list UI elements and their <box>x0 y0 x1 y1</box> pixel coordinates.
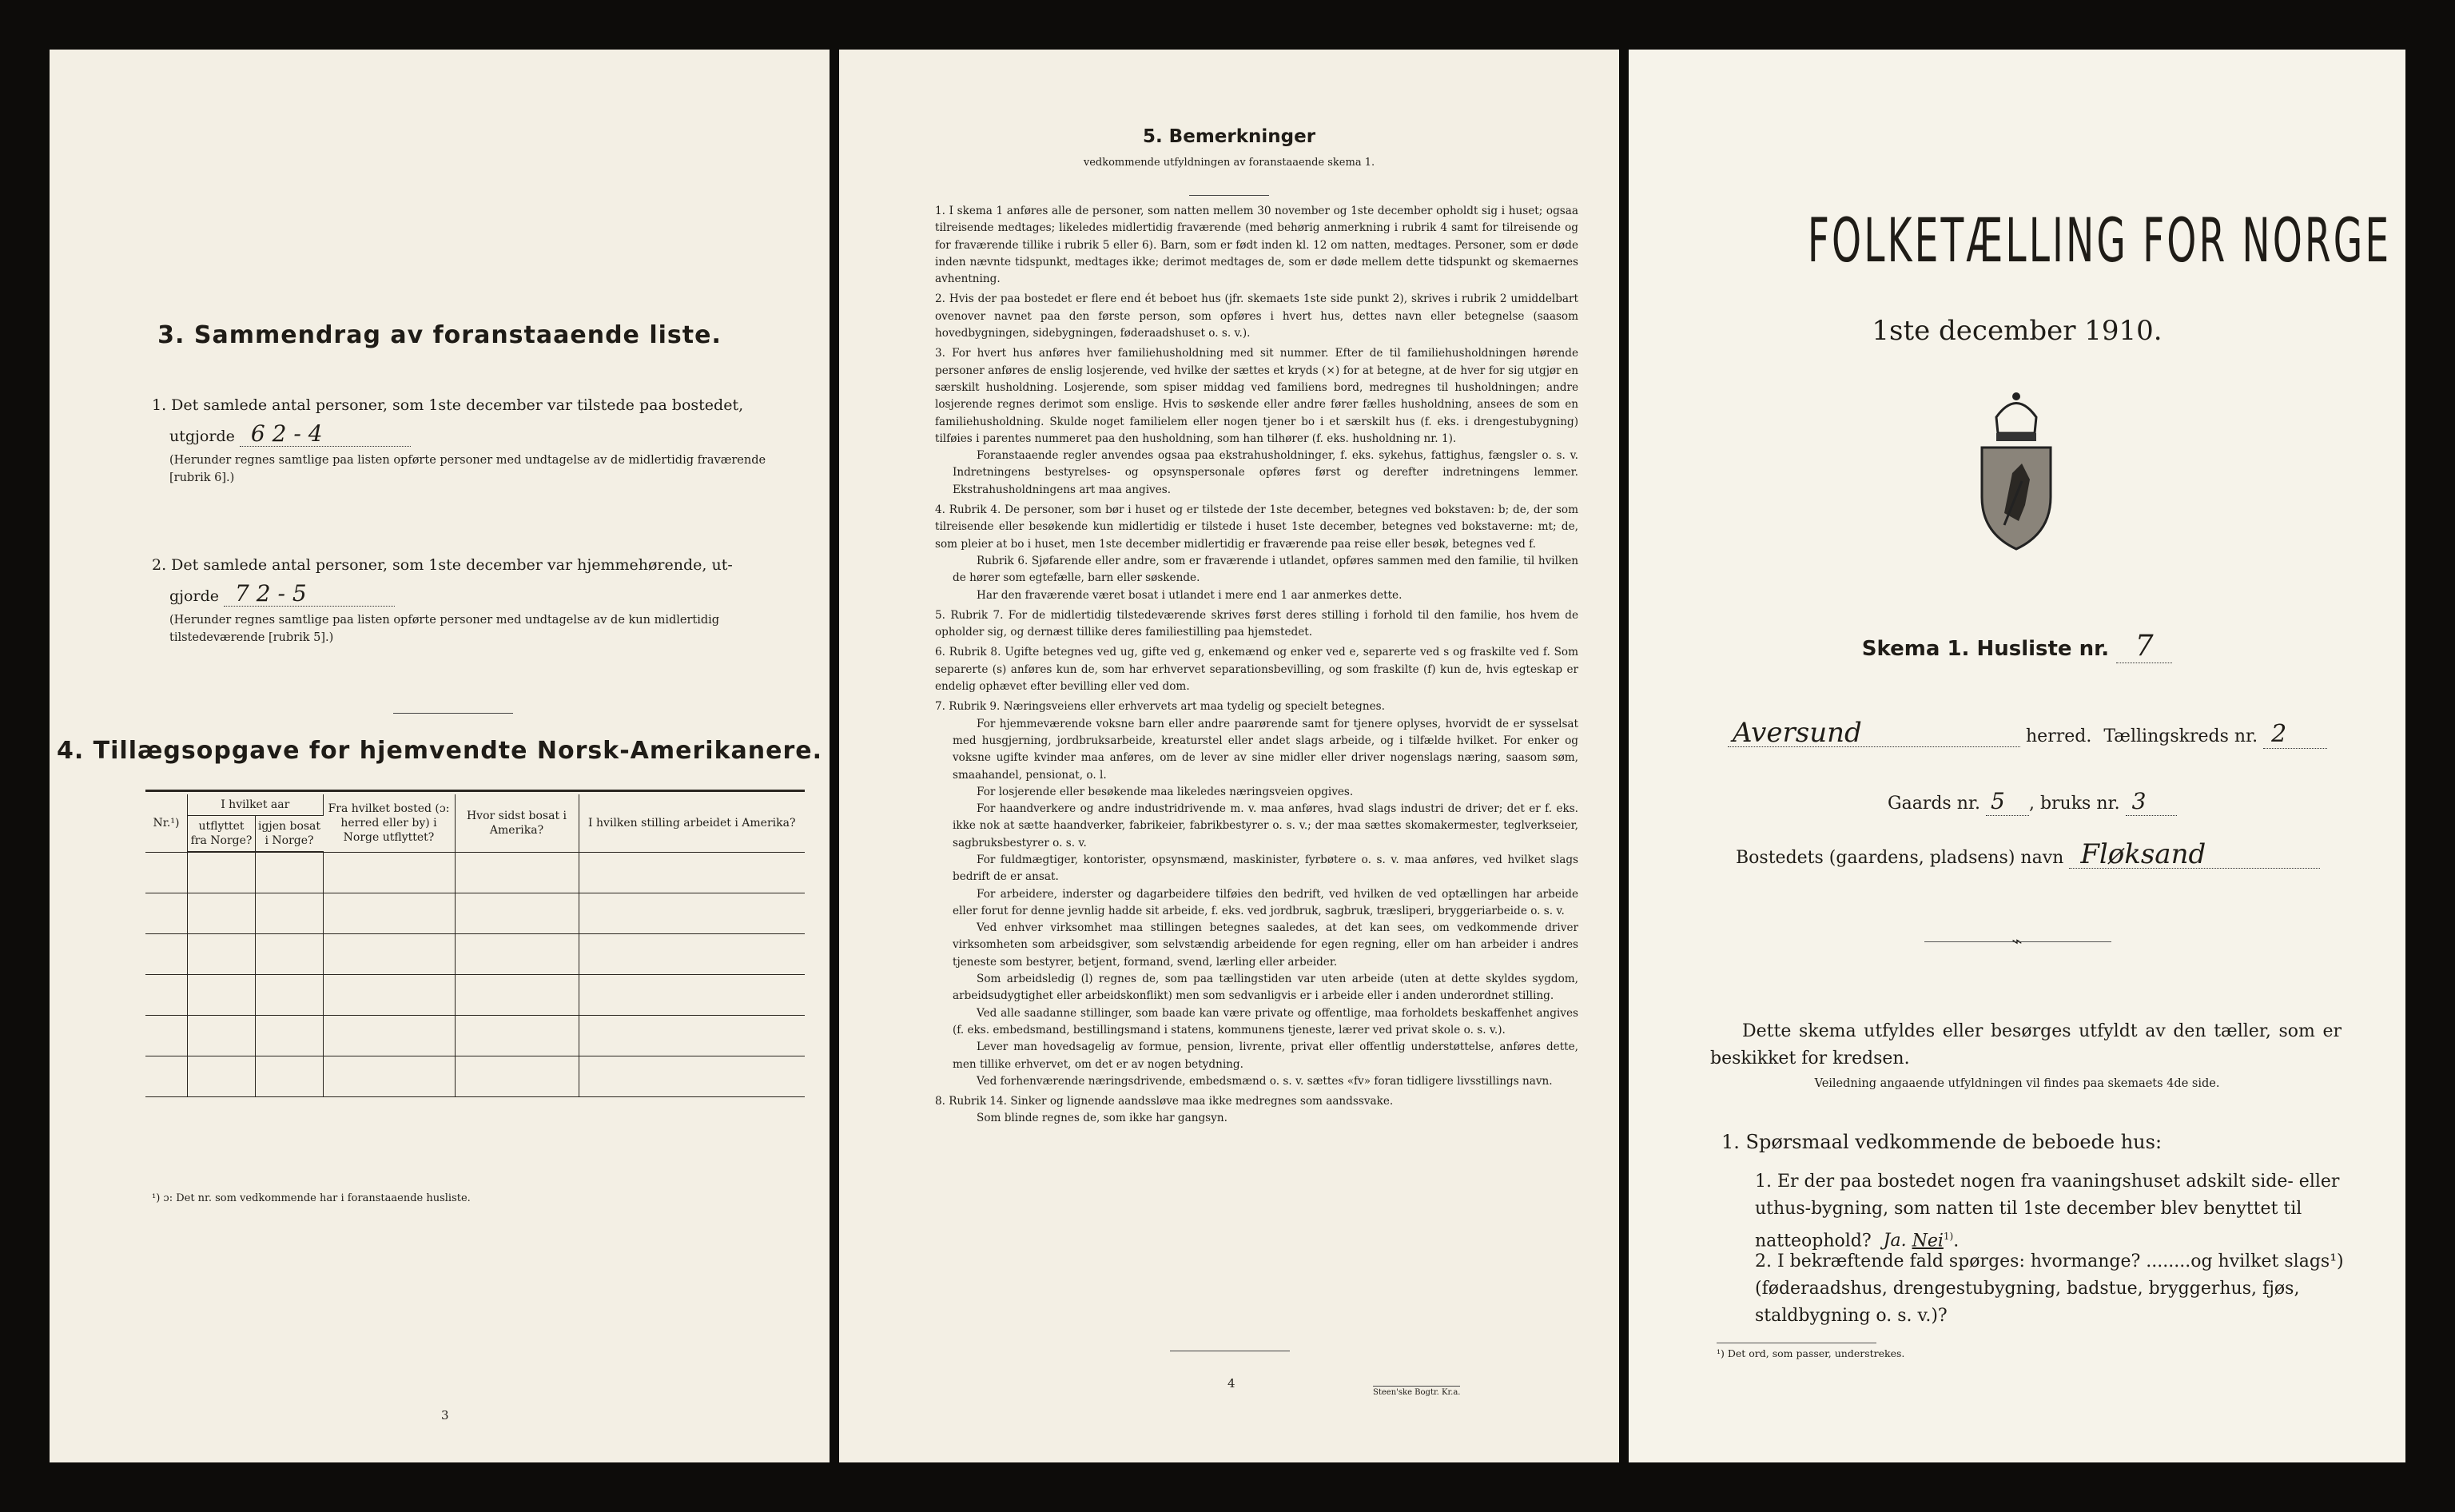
remark-paragraph: Som blinde regnes de, som ikke har gangsyn. <box>977 1112 1228 1125</box>
remark-paragraph: 8. Rubrik 14. Sinker og lignende aandssløve maa ikke medregnes som aandssvake. <box>935 1095 1394 1108</box>
census-date: 1ste december 1910. <box>1872 315 2163 347</box>
herred-line <box>1728 719 2367 750</box>
remarks-title: 5. Bemerkninger <box>1142 126 1316 147</box>
divider <box>393 713 513 714</box>
bruk-value: 3 <box>2126 788 2177 816</box>
bruk-label: bruks nr. <box>2039 794 2120 814</box>
summary-item-1-note: (Herunder regnes samtlige paa listen opførte personer med undtagelse av de midlertidig fraværende [rubrik 6].) <box>169 454 766 484</box>
remark-paragraph: Ved forhenværende næringsdrivende, embedsmænd o. s. v. sættes «fv» foran tidligere livsstillings navn. <box>977 1074 1553 1088</box>
col-nr: Nr.¹) <box>145 794 188 852</box>
answer-ja: Ja. <box>1883 1231 1907 1251</box>
remark-paragraph: 7. Rubrik 9. Næringsveiens eller erhvervets art maa tydelig og specielt betegnes. <box>935 700 1385 714</box>
col-bosat: igjen bosat i Norge? <box>256 816 324 853</box>
bosted-line <box>1736 838 2375 872</box>
summary-item-1-value: 6 2 - 4 <box>240 422 411 447</box>
remark-paragraph: 1. I skema 1 anføres alle de personer, som natten mellem 30 november og 1ste december opholdt sig i huset; ogsaa tilreisende medtages; likeledes midlertidig fraværende (med behørig anmerkning i rubrik 4 samt for tilreisende og for fraværende tillike i rubrik 5 eller 6). Barn, som er født inden kl. 12 om natten, medtages. Personer, som er døde inden nævnte tidspunkt, medtages ikke; derimot medtages de, som er døde mellem dette tidspunkt og skemaernes avhentning. <box>935 205 1578 286</box>
remark-paragraph: For arbeidere, inderster og dagarbeidere tilføies den bedrift, ved hvilken de ved optællingen har arbeide eller forut for denne jevnlig hadde sit arbeide, f. eks. ved jordbruk, sagbruk, træsliperi, bryggeriarbeide o. s. v. <box>953 887 1578 917</box>
table-row <box>145 893 805 934</box>
summary-item-1-text: 1. Det samlede antal personer, som 1ste december var tilstede paa bostedet, <box>152 396 744 414</box>
bosted-value: Fløksand <box>2069 841 2320 869</box>
question-heading: 1. Spørsmaal vedkommende de beboede hus: <box>1721 1131 2163 1153</box>
remark-paragraph: 5. Rubrik 7. For de midlertidig tilstedeværende skrives først deres stilling i forhold til den familie, hos hvem de opholder sig, og dernæst tillike deres familiestilling paa hjemstedet. <box>935 608 1578 639</box>
printer-mark: Steen'ske Bogtr. Kr.a. <box>1373 1386 1460 1397</box>
table-footnote: ¹) ɔ: Det nr. som vedkommende har i foranstaaende husliste. <box>152 1192 471 1204</box>
guidance-text: Veiledning angaaende utfyldningen vil findes paa skemaets 4de side. <box>1814 1077 2220 1090</box>
remark-paragraph: 3. For hvert hus anføres hver familiehusholdning med sit nummer. Efter de til familiehusholdningen hørende personer anføres de enslig losjerende, ved hvilke der sættes et kryds (×) for at betegne, at de hver for sig utgjør en særskilt husholdning. Losjerende, som spiser middag ved familiens bord, medregnes til husholdningen; andre losjerende regnes derimot som enslige. Hvis to søskende eller andre fører fælles husholdning, ansees de som en familiehusholdning. Skulde noget familielem eller nogen tjener bo i et særskilt hus (f. eks. i drengestubygning) tilføies i parentes nummeret paa den husholdning, som han tilhører (f. eks. husholdning nr. 1). <box>935 347 1578 445</box>
section-4-heading: 4. Tillægsopgave for hjemvendte Norsk-Amerikanere. <box>56 737 823 765</box>
remark-paragraph: For fuldmægtiger, kontorister, opsynsmænd, maskinister, fyrbøtere o. s. v. maa anføres, ved hvilket slags bedrift de er ansat. <box>953 853 1578 884</box>
page-4 <box>839 50 1619 1462</box>
kreds-value: 2 <box>2263 721 2327 749</box>
gaard-line: Gaards nr. 5 , bruks nr. 3 <box>1888 788 2367 818</box>
remark-paragraph: For hjemmeværende voksne barn eller andre paarørende samt for tjenere oplyses, hvorvidt de er sysselsat med husgjerning, jordbruksarbeide, kreaturstel eller andet slags arbeide, og i tilfælde hvilket. For enker og voksne ugifte kvinder maa anføres, om de lever av sine midler eller driver nogenslags næring, saasom søm, smaahandel, pensionat, o. l. <box>953 717 1578 782</box>
remark-paragraph: Foranstaaende regler anvendes ogsaa paa ekstrahusholdninger, f. eks. sykehus, fattighus, fængsler o. s. v. Indretningens bestyrelses- og opsynspersonale opføres først og derefter indretningens lemmer. Ekstrahusholdningens art maa angives. <box>953 449 1578 496</box>
remark-paragraph: 2. Hvis der paa bostedet er flere end ét beboet hus (jfr. skemaets 1ste side punkt 2), skrives i rubrik 2 umiddelbart ovenover navnet paa den første person, som opføres i hvert hus, dettes navn eller betegnelse (saasom hovedbygningen, sidebygningen, føderaadshuset o. s. v.). <box>935 292 1578 340</box>
remark-paragraph: Lever man hovedsagelig av formue, pension, livrente, privat eller offentlig understøttelse, anføres dette, men tillike erhvervet, om det er av nogen betydning. <box>953 1040 1578 1071</box>
col-fra: Fra hvilket bosted (ɔ: herred eller by) i Norge utflyttet? <box>323 794 455 852</box>
question-1: 1. Er der paa bostedet nogen fra vaaningshuset adskilt side- eller uthus-bygning, som natten til 1ste december blev benyttet til natteophold? Ja. Nei$^{1)}$. <box>1755 1172 2340 1251</box>
remarks-subtitle: vedkommende utfyldningen av foranstaaende skema 1. <box>1083 157 1375 169</box>
section-3-heading: 3. Sammendrag av foranstaaende liste. <box>157 321 722 349</box>
kreds-label: Tællingskreds nr. <box>2103 726 2258 746</box>
form-title: FOLKETÆLLING FOR NORGE <box>1807 205 2392 276</box>
divider <box>1924 941 2111 942</box>
remark-paragraph: Ved alle saadanne stillinger, som baade kan være private og offentlige, maa forholdets beskaffenhet angives (f. eks. embedsmand, bestillingsmand i statens, kommunens tjeneste, lærer ved privat skole o. s. v.). <box>953 1006 1578 1037</box>
remark-paragraph: Har den fraværende været bosat i utlandet i mere end 1 aar anmerkes dette. <box>977 588 1403 602</box>
summary-item-2-note: (Herunder regnes samtlige paa listen opførte personer med undtagelse av de kun midlertidig tilstedeværende [rubrik 5].) <box>169 614 720 644</box>
remark-paragraph: Som arbeidsledig (l) regnes de, som paa tællingstiden var uten arbeide (uten at dette skyldes sygdom, arbeidsudygtighet eller arbeidskonflikt) men som sedvanligvis er i arbeide eller i anden underordnet stilling. <box>953 973 1578 1003</box>
summary-item-2-value: 7 2 - 5 <box>224 582 395 607</box>
remark-paragraph: Rubrik 6. Sjøfarende eller andre, som er fraværende i utlandet, opføres sammen med den familie, til hvilken de hører som egtefælle, barn eller søskende. <box>953 554 1578 585</box>
summary-item-2-text: 2. Det samlede antal personer, som 1ste december var hjemmehørende, ut- <box>152 556 733 574</box>
page-1-footnote: ¹) Det ord, som passer, understrekes. <box>1717 1347 1905 1359</box>
col-group-year: I hvilket aar <box>188 794 324 816</box>
summary-item-1-label: utgjorde <box>169 428 235 445</box>
page-3 <box>50 50 830 1462</box>
remark-paragraph: 6. Rubrik 8. Ugifte betegnes ved ug, gifte ved g, enkemænd og enker ved e, separerte ved s og fraskilte ved f. Som separerte (s) anføres kun de, som har erhvervet separationsbevilling, og som fraskilte (f) kun de, hvis egteskap er endelig ophævet efter bevilling eller ved dom. <box>935 646 1578 694</box>
gaard-label: Gaards nr. <box>1888 794 1980 814</box>
col-sidst: Hvor sidst bosat i Amerika? <box>455 794 579 852</box>
question-2: 2. I bekræftende fald spørges: hvormange? ........og hvilket slags¹) (føderaadshus, drengestubygning, badstue, bryggerhus, fjøs, staldbygning o. s. v.)? <box>1755 1251 2344 1326</box>
table-row <box>145 852 805 893</box>
remarks-body <box>935 203 1578 1128</box>
herred-value: Aversund <box>1728 719 2020 747</box>
instruction-text: Dette skema utfyldes eller besørges utfyldt av den tæller, som er beskikket for kredsen. <box>1710 1021 2342 1068</box>
table-row <box>145 975 805 1016</box>
bosted-label: Bostedets (gaardens, pladsens) navn <box>1736 848 2064 868</box>
ornament: ⌁ <box>2011 932 2023 952</box>
norsk-amerikaner-table <box>145 794 805 1097</box>
skema-label: Skema 1. Husliste nr. <box>1861 637 2110 661</box>
summary-item-1 <box>152 393 799 487</box>
remark-paragraph: 4. Rubrik 4. De personer, som bør i huset og er tilstede der 1ste december, betegnes ved bokstaven: b; de, der som tilreisende eller besøkende kun midlertidig er tilstede i huset 1ste december, betegnes ved bokstaverne: mt; de, som pleier at bo i huset, men 1ste december midlertidig er fraværende paa reise eller besøk, betegnes ved f. <box>935 503 1578 551</box>
herred-label: herred. <box>2026 726 2092 746</box>
page-1 <box>1629 50 2405 1462</box>
summary-item-2 <box>152 553 799 647</box>
table-row <box>145 1056 805 1097</box>
form-title-wrap <box>1629 205 2405 276</box>
page-number: 4 <box>1228 1376 1235 1391</box>
table-row <box>145 934 805 975</box>
col-utflyttet: utflyttet fra Norge? <box>188 816 256 853</box>
skema-line <box>1629 630 2405 663</box>
husliste-number: 7 <box>2116 630 2172 663</box>
table-row <box>145 1016 805 1056</box>
answer-nei: Nei <box>1912 1231 1944 1251</box>
remark-paragraph: For losjerende eller besøkende maa likeledes næringsveien opgives. <box>977 785 1354 798</box>
question-1-text: 1. Er der paa bostedet nogen fra vaaningshuset adskilt side- eller uthus-bygning, som natten til 1ste december blev benyttet til natteophold? <box>1755 1172 2340 1251</box>
page-number: 3 <box>441 1408 449 1422</box>
table-top-rule <box>145 790 805 792</box>
gaard-value: 5 <box>1986 788 2029 816</box>
remark-paragraph: For haandverkere og andre industridrivende m. v. maa anføres, hvad slags industri de driver; det er f. eks. ikke nok at sætte haandverker, fabrikeier, fabrikbestyrer o. s. v.; der maa sættes skomakermester, teglverkseier, sagbruksbestyrer o. s. v. <box>953 802 1578 850</box>
remark-paragraph: Ved enhver virksomhet maa stillingen betegnes saaledes, at det kan sees, om vedkommende driver virksomheten som arbeidsgiver, som selvstændig arbeidende for egen regning, eller om han arbeider i andres tjeneste som bestyrer, betjent, formand, svend, lærling eller arbeider. <box>953 921 1578 969</box>
divider <box>1189 195 1269 196</box>
coat-of-arms-icon <box>1972 385 2060 553</box>
summary-item-2-label: gjorde <box>169 587 219 605</box>
col-stilling: I hvilken stilling arbeidet i Amerika? <box>579 794 805 852</box>
